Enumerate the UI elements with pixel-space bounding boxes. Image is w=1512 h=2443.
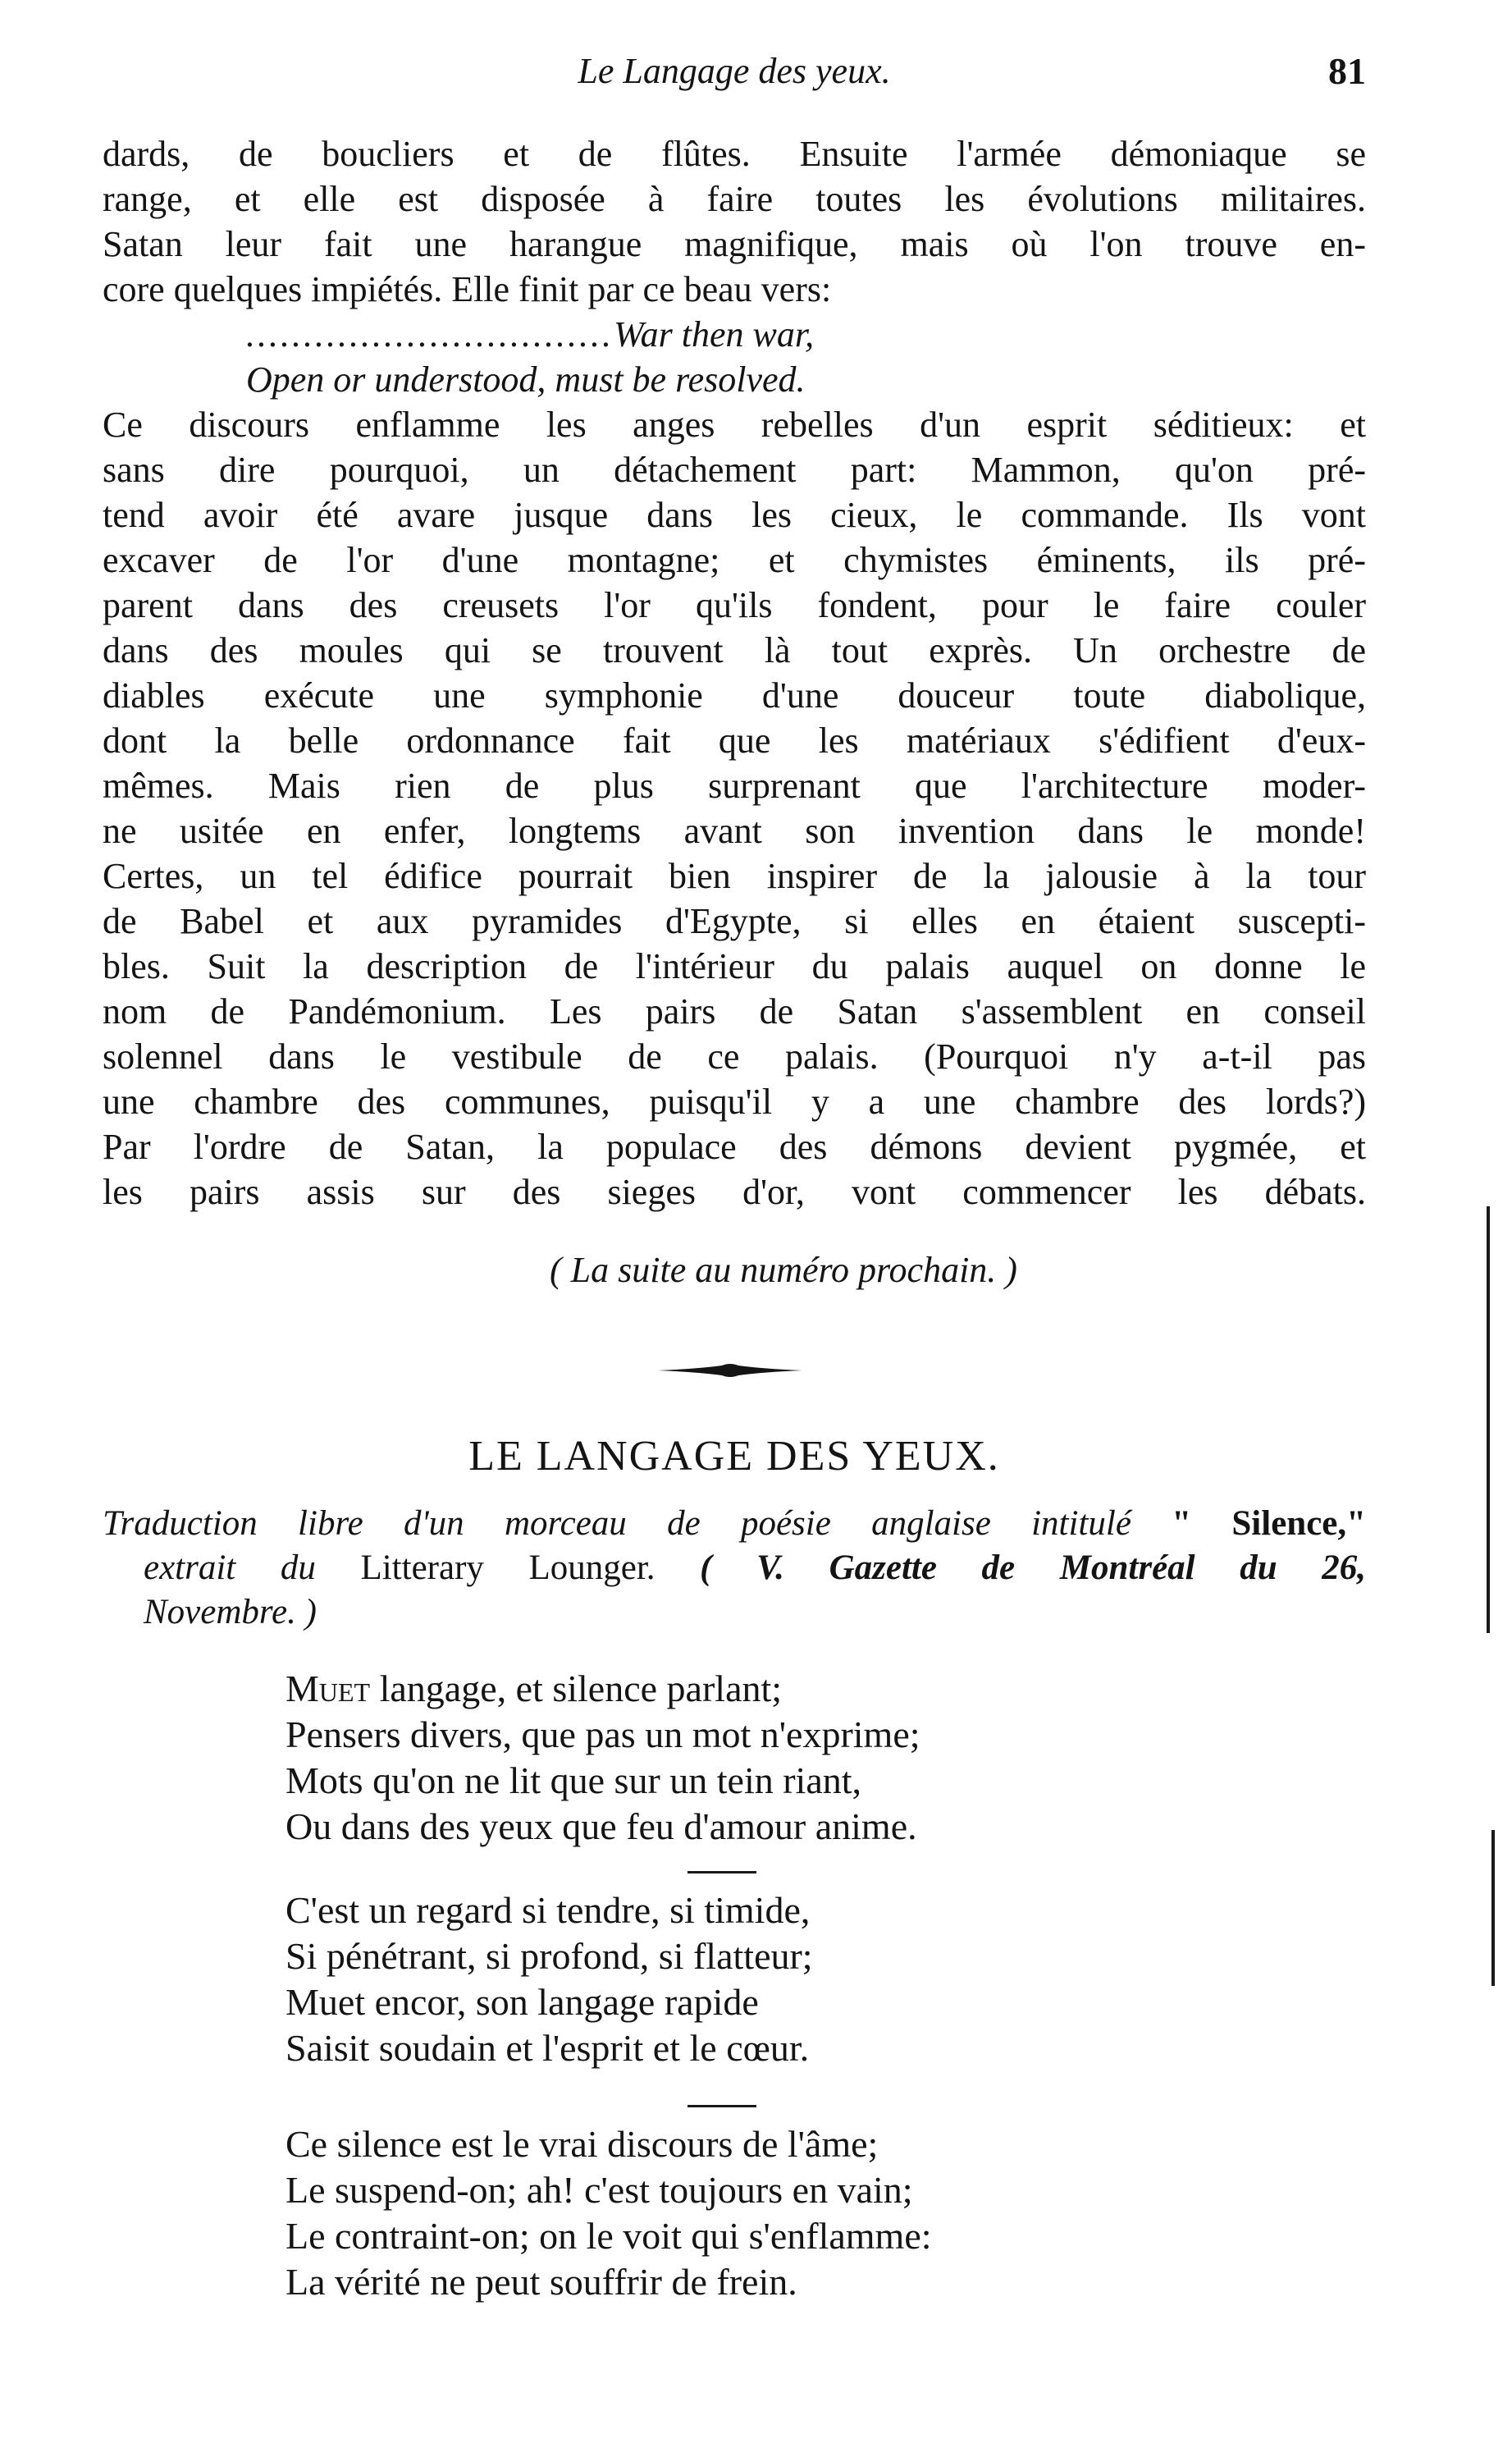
- quote-line-2: Open or understood, must be resolved.: [246, 359, 806, 400]
- intro-italic-text: ( V. Gazette de Montréal du 26,: [655, 1549, 1366, 1587]
- text-line: ne usitée en enfer, longtems avant son invention dans le monde!: [103, 811, 1366, 851]
- intro-roman-text: " Silence,": [1131, 1504, 1366, 1543]
- text-line: les pairs assis sur des sieges d'or, vont commencer les débats.: [103, 1172, 1366, 1212]
- verse-line: Mots qu'on ne lit que sur un tein riant,: [285, 1759, 862, 1801]
- scan-edge-mark: [1487, 1206, 1490, 1633]
- text-line: tend avoir été avare jusque dans les cieux, le commande. Ils vont: [103, 495, 1366, 535]
- text-line: bles. Suit la description de l'intérieur du palais auquel on donne le: [103, 946, 1366, 986]
- running-head: [103, 43, 1366, 100]
- text-line: parent dans des creusets l'or qu'ils fondent, pour le faire couler: [103, 585, 1366, 625]
- verse-line: Ou dans des yeux que feu d'amour anime.: [285, 1805, 917, 1847]
- poem-stanza-2: [285, 1887, 1155, 2071]
- text-line: Par l'ordre de Satan, la populace des démons devient pygmée, et: [103, 1127, 1366, 1167]
- poem-stanza-1: [285, 1666, 1155, 1850]
- intro-italic-text: Traduction libre d'un morceau de poésie anglaise intitulé: [103, 1504, 1131, 1543]
- text-line: Ce discours enflamme les anges rebelles d'un esprit séditieux: et: [103, 405, 1366, 445]
- text-line: Certes, un tel édifice pourrait bien inspirer de la jalousie à la tour: [103, 856, 1366, 896]
- review-paragraph-a: [103, 131, 1366, 312]
- stanza-divider: [687, 1871, 756, 1873]
- text-line: range, et elle est disposée à faire toutes les évolutions militaires.: [103, 179, 1366, 219]
- verse-line: [285, 1666, 1155, 1712]
- text-line: dont la belle ordonnance fait que les matériaux s'édifient d'eux-: [103, 721, 1366, 761]
- page-number: 81: [1328, 50, 1366, 92]
- text-line: nom de Pandémonium. Les pairs de Satan s'assemblent en conseil: [103, 991, 1366, 1032]
- intro-source-name: Litterary Lounger.: [360, 1549, 656, 1587]
- verse-line: Le contraint-on; on le voit qui s'enflamme:: [285, 2215, 932, 2257]
- intro-line-2: [103, 1546, 1366, 1590]
- stanza-divider: [687, 2105, 756, 2107]
- verse-line: Ce silence est le vrai discours de l'âme;: [285, 2123, 879, 2165]
- verse-text: langage, et silence parlant;: [370, 1668, 783, 1709]
- verse-line: C'est un regard si tendre, si timide,: [285, 1889, 811, 1931]
- continued-note: ( La suite au numéro prochain. ): [550, 1250, 1017, 1290]
- quote-line-1: [246, 312, 1116, 357]
- verse-line: Saisit soudain et l'esprit et le cœur.: [285, 2027, 810, 2069]
- verse-line: Pensers divers, que pas un mot n'exprime;: [285, 1713, 920, 1755]
- text-line: sans dire pourquoi, un détachement part: Mammon, qu'on pré-: [103, 450, 1366, 490]
- text-line: solennel dans le vestibule de ce palais. (Pourquoi n'y a-t-il pas: [103, 1036, 1366, 1077]
- text-line: une chambre des communes, puisqu'il y a une chambre des lords?): [103, 1082, 1366, 1122]
- poem-stanza-3: [285, 2121, 1155, 2305]
- verse-line: Le suspend-on; ah! c'est toujours en vain;: [285, 2169, 913, 2211]
- quote-dots: ................................: [246, 314, 614, 355]
- intro-italic-text: extrait du: [144, 1549, 361, 1587]
- running-title: Le Langage des yeux.: [578, 51, 891, 91]
- intro-line-3: Novembre. ): [144, 1593, 317, 1631]
- intro-line-1: [103, 1502, 1366, 1546]
- text-line: core quelques impiétés. Elle finit par ce beau vers:: [103, 269, 832, 309]
- review-paragraph-b: [103, 402, 1366, 1215]
- poem-title: LE LANGAGE DES YEUX.: [468, 1433, 1000, 1480]
- verse-line: La vérité ne peut souffrir de frein.: [285, 2261, 797, 2303]
- text-line: diables exécute une symphonie d'une douceur toute diabolique,: [103, 675, 1366, 716]
- ornament-divider-icon: [656, 1361, 804, 1380]
- text-line: de Babel et aux pyramides d'Egypte, si elles en étaient suscepti-: [103, 901, 1366, 941]
- text-line: mêmes. Mais rien de plus surprenant que l'architecture moder-: [103, 766, 1366, 806]
- scan-edge-mark: [1491, 1830, 1495, 1986]
- quote-text: War then war,: [614, 314, 815, 355]
- verse-line: Si pénétrant, si profond, si flatteur;: [285, 1935, 813, 1977]
- text-line: dans des moules qui se trouvent là tout exprès. Un orchestre de: [103, 630, 1366, 670]
- verse-line: Muet encor, son langage rapide: [285, 1981, 759, 2023]
- text-line: dards, de boucliers et de flûtes. Ensuite l'armée démoniaque se: [103, 134, 1366, 174]
- text-line: excaver de l'or d'une montagne; et chymistes éminents, ils pré-: [103, 540, 1366, 580]
- verse-quotation: [246, 312, 1116, 402]
- verse-first-word: Muet: [285, 1668, 371, 1709]
- text-line: Satan leur fait une harangue magnifique, mais où l'on trouve en-: [103, 224, 1366, 264]
- poem-intro: [103, 1502, 1366, 1635]
